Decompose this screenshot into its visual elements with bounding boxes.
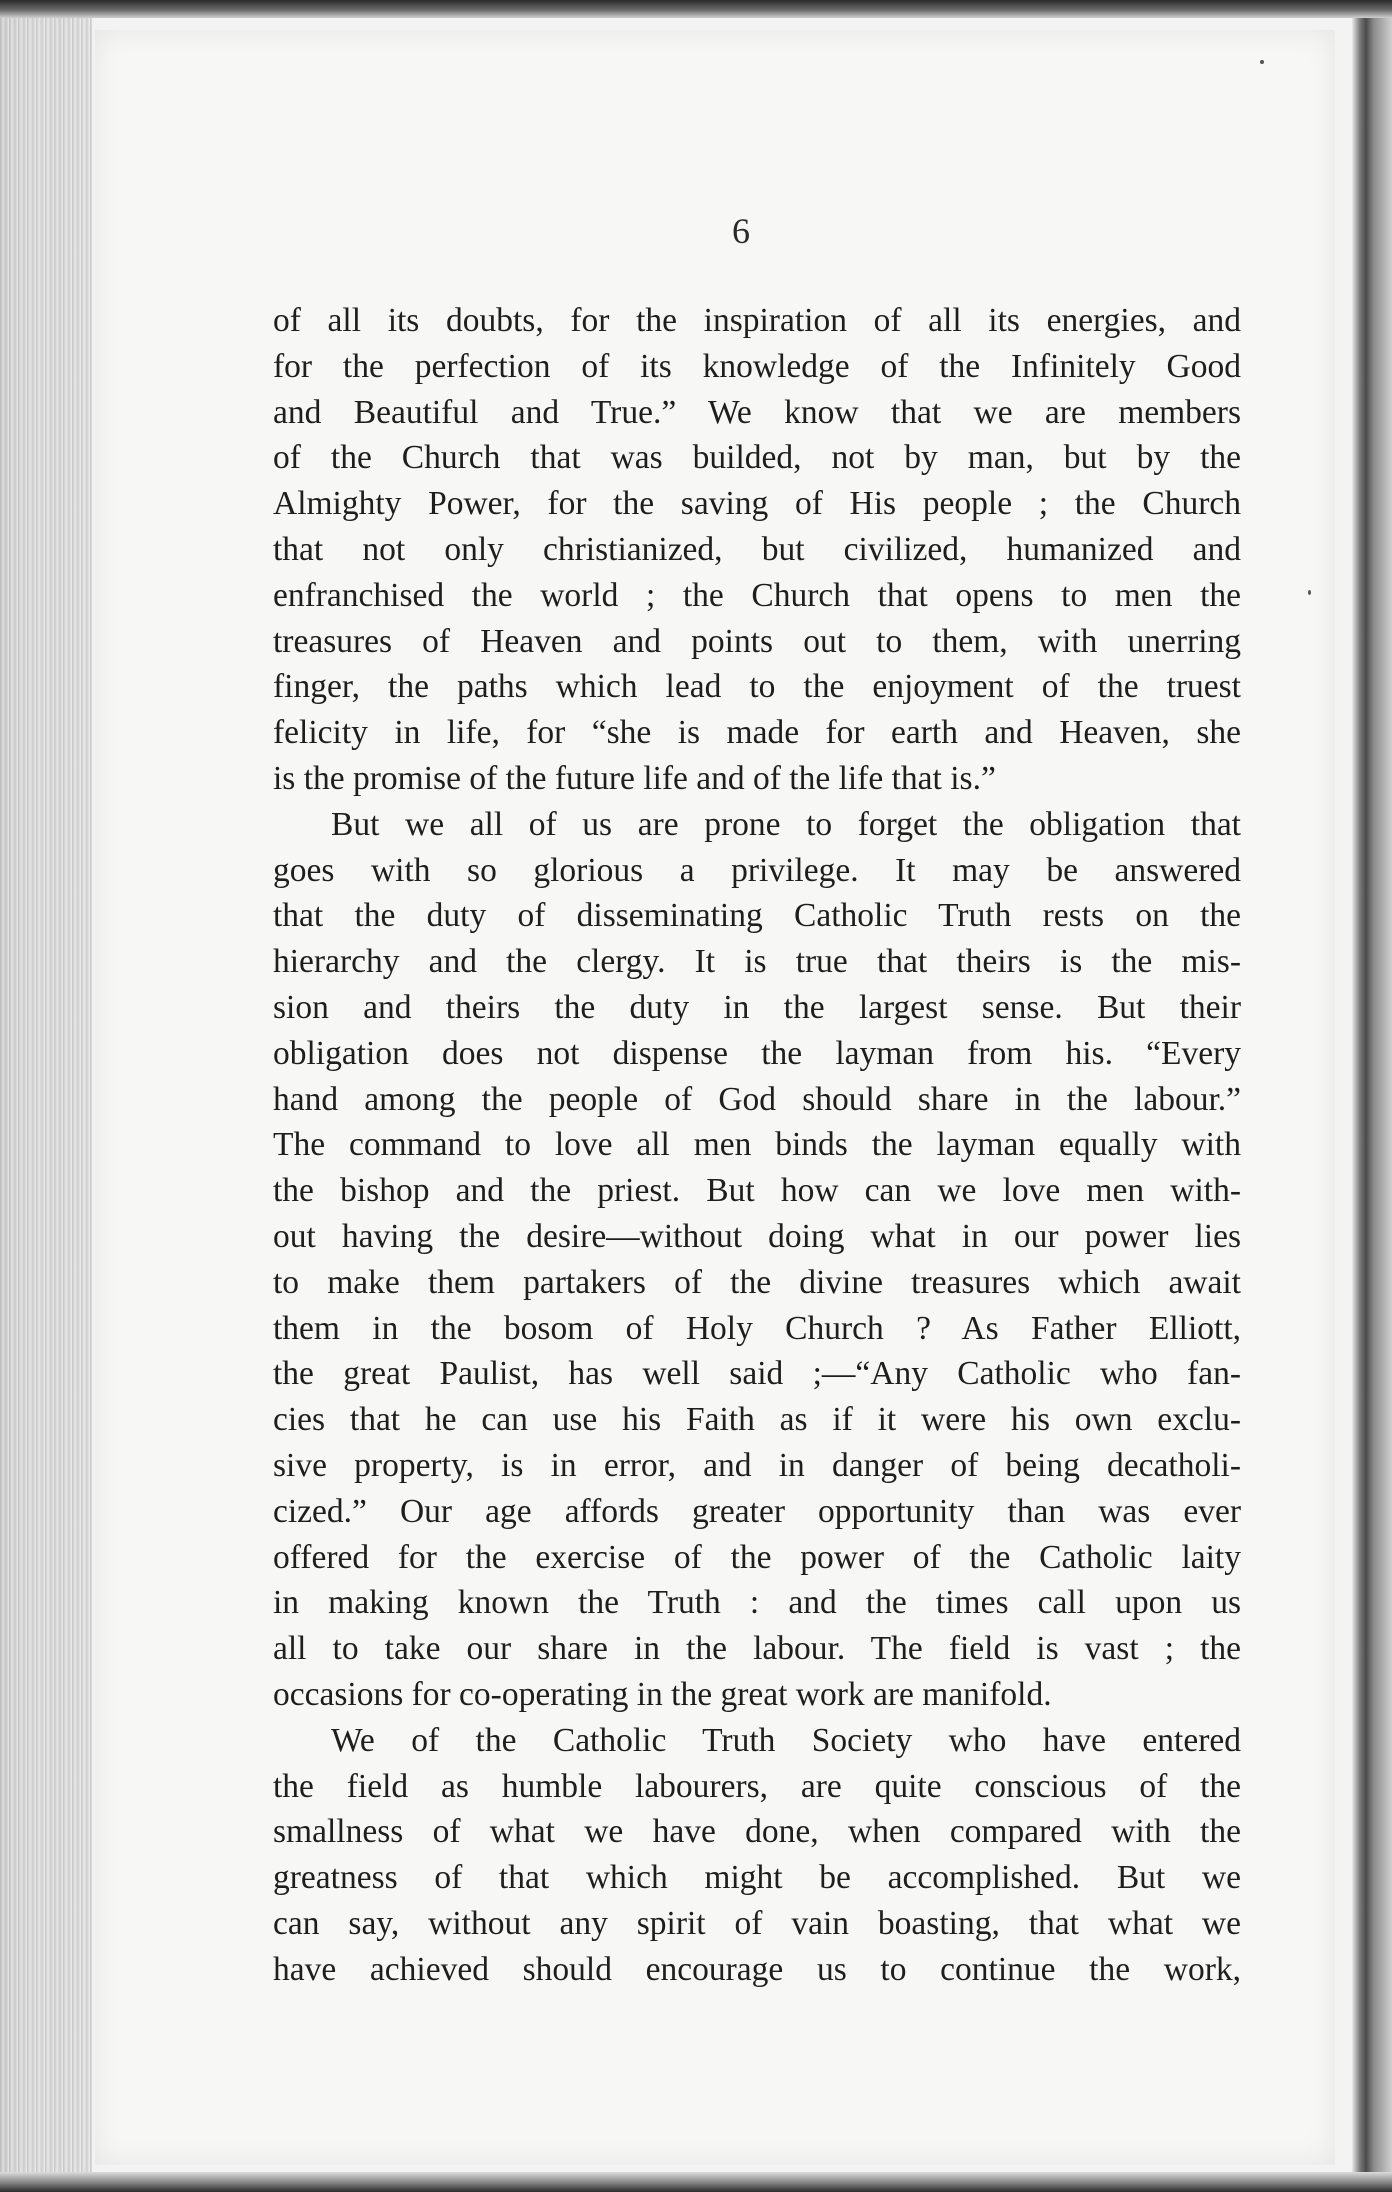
text-line: that the duty of disseminating Catholic Truth rests on the bbox=[273, 897, 1241, 935]
body-text bbox=[273, 298, 1241, 1992]
text-line: to make them partakers of the divine treasures which await bbox=[273, 1263, 1241, 1301]
text-line: of all its doubts, for the inspiration of all its energies, and bbox=[273, 302, 1241, 339]
text-line: the great Paulist, has well said ;—“Any Catholic who fan- bbox=[273, 1355, 1241, 1393]
text-line: sive property, is in error, and in danger of being decatholi- bbox=[273, 1446, 1241, 1484]
text-line: can say, without any spirit of vain boasting, that what we bbox=[273, 1904, 1241, 1942]
text-line: for the perfection of its knowledge of the Infinitely Good bbox=[273, 347, 1241, 385]
text-line: enfranchised the world ; the Church that opens to men the bbox=[273, 576, 1241, 614]
paragraph-1 bbox=[273, 298, 1241, 802]
text-line: finger, the paths which lead to the enjoyment of the truest bbox=[273, 668, 1241, 706]
scan-bottom-border bbox=[0, 2172, 1392, 2192]
text-line: out having the desire—without doing what in our power lies bbox=[273, 1217, 1241, 1255]
text-line: hierarchy and the clergy. It is true that theirs is the mis- bbox=[273, 943, 1241, 981]
text-line: obligation does not dispense the layman from his. “Every bbox=[273, 1034, 1241, 1072]
text-line: cies that he can use his Faith as if it were his own exclu- bbox=[273, 1401, 1241, 1439]
text-line: that not only christianized, but civilized, humanized and bbox=[273, 530, 1241, 568]
text-line: occasions for co-operating in the great work are manifold. bbox=[273, 1675, 1052, 1713]
text-line: hand among the people of God should share in the labour.” bbox=[273, 1080, 1241, 1118]
text-line: offered for the exercise of the power of the Catholic laity bbox=[273, 1538, 1241, 1576]
text-line: of the Church that was builded, not by man, but by the bbox=[273, 439, 1241, 477]
text-line: sion and theirs the duty in the largest sense. But their bbox=[273, 988, 1241, 1026]
text-line: felicity in life, for “she is made for earth and Heaven, she bbox=[273, 714, 1241, 752]
text-line: treasures of Heaven and points out to them, with unerring bbox=[273, 622, 1241, 660]
paper-speck bbox=[1260, 60, 1264, 64]
text-line: in making known the Truth : and the times call upon us bbox=[273, 1584, 1241, 1622]
text-line: cized.” Our age affords greater opportunity than was ever bbox=[273, 1492, 1241, 1530]
text-line: the field as humble labourers, are quite conscious of the bbox=[273, 1767, 1241, 1805]
text-line: goes with so glorious a privilege. It may be answered bbox=[273, 851, 1241, 889]
scan-top-border bbox=[0, 0, 1392, 18]
text-line: them in the bosom of Holy Church ? As Father Elliott, bbox=[273, 1309, 1241, 1347]
text-line: We of the Catholic Truth Society who have entered bbox=[331, 1721, 1241, 1759]
text-line: greatness of that which might be accomplished. But we bbox=[273, 1859, 1241, 1897]
text-line: the bishop and the priest. But how can we love men with- bbox=[273, 1172, 1241, 1210]
text-line: But we all of us are prone to forget the obligation that bbox=[331, 805, 1241, 843]
paragraph-2 bbox=[273, 802, 1241, 1718]
book-binding-edge bbox=[0, 0, 92, 2192]
text-line: have achieved should encourage us to continue the work, bbox=[273, 1950, 1241, 1988]
paper-speck bbox=[1308, 590, 1311, 595]
text-line: and Beautiful and True.” We know that we are members bbox=[273, 393, 1241, 431]
text-line: The command to love all men binds the layman equally with bbox=[273, 1126, 1241, 1164]
text-line: is the promise of the future life and of the life that is.” bbox=[273, 759, 996, 797]
book-page bbox=[95, 30, 1335, 2165]
text-line: smallness of what we have done, when compared with the bbox=[273, 1813, 1241, 1851]
book-right-edge bbox=[1352, 0, 1392, 2192]
text-line: Almighty Power, for the saving of His people ; the Church bbox=[273, 485, 1241, 523]
paragraph-3 bbox=[273, 1718, 1241, 1993]
text-line: all to take our share in the labour. The field is vast ; the bbox=[273, 1630, 1241, 1668]
page-number: 6 bbox=[732, 211, 750, 251]
